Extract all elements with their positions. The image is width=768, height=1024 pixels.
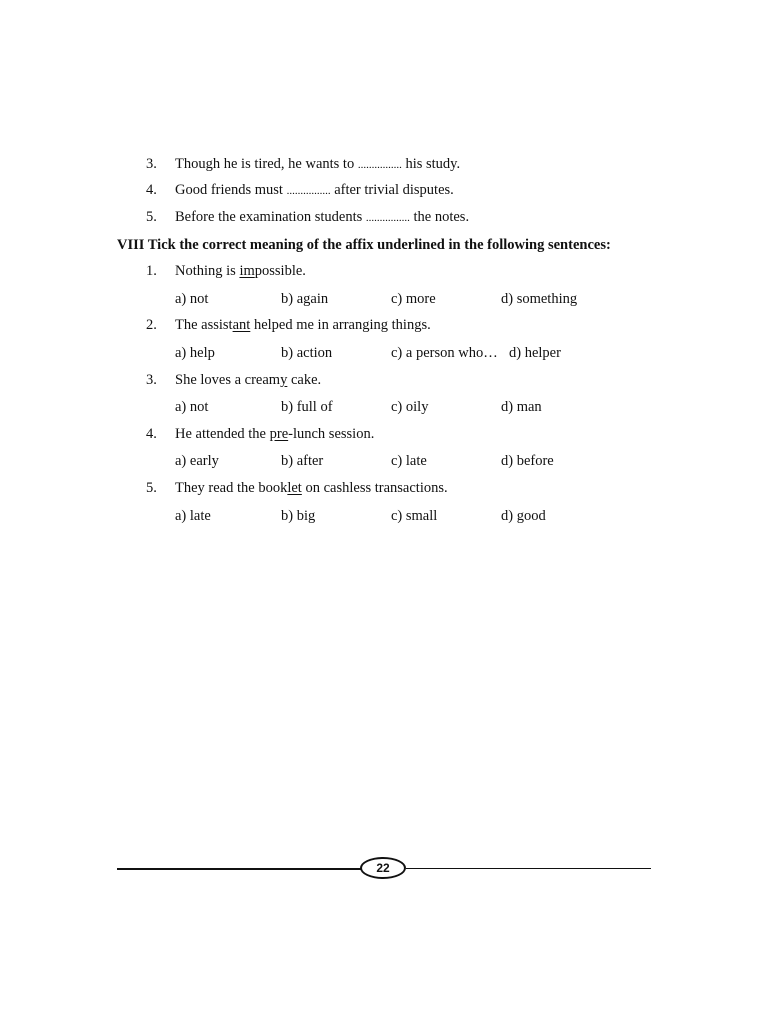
item-text: Before the examination students ................ the notes. [175, 209, 470, 225]
footer-rule-right [406, 868, 651, 869]
option-d[interactable]: d) helper [509, 345, 561, 361]
question-number: 5. [146, 480, 157, 496]
question-number: 4. [146, 426, 157, 442]
option-c[interactable]: c) a person who… [391, 345, 498, 361]
item-text: Though he is tired, he wants to ................ his study. [175, 156, 461, 172]
page-number-badge [360, 857, 406, 879]
option-c[interactable]: c) oily [391, 399, 429, 415]
item-number: 3. [146, 156, 157, 172]
page-number: 22 [376, 861, 390, 875]
option-b[interactable]: b) after [281, 453, 324, 469]
question-text: They read the booklet on cashless transactions. [175, 480, 448, 496]
item-number: 4. [146, 182, 157, 198]
footer-rule-left [117, 868, 361, 870]
option-d[interactable]: d) good [501, 508, 546, 524]
question-text: He attended the pre-lunch session. [175, 426, 375, 442]
option-b[interactable]: b) again [281, 291, 329, 307]
option-d[interactable]: d) something [501, 291, 578, 307]
option-b[interactable]: b) full of [281, 399, 333, 415]
question-number: 2. [146, 317, 157, 333]
question-number: 1. [146, 263, 157, 279]
option-c[interactable]: c) late [391, 453, 427, 469]
option-d[interactable]: d) man [501, 399, 542, 415]
blank: ................ [365, 212, 410, 224]
question-text: Nothing is impossible. [175, 263, 306, 279]
question-text: The assistant helped me in arranging things. [175, 317, 431, 333]
question-text: She loves a creamy cake. [175, 372, 322, 388]
option-a[interactable]: a) help [175, 345, 215, 361]
blank: ................ [357, 159, 402, 171]
option-a[interactable]: a) not [175, 291, 209, 307]
option-a[interactable]: a) not [175, 399, 209, 415]
option-c[interactable]: c) small [391, 508, 438, 524]
item-text: Good friends must ................ after trivial disputes. [175, 182, 454, 198]
item-number: 5. [146, 209, 157, 225]
option-a[interactable]: a) late [175, 508, 211, 524]
option-b[interactable]: b) action [281, 345, 333, 361]
underlined-affix: y [280, 372, 288, 388]
underlined-affix: ant [232, 317, 251, 333]
underlined-affix: pre [269, 426, 289, 442]
option-c[interactable]: c) more [391, 291, 436, 307]
option-d[interactable]: d) before [501, 453, 554, 469]
option-b[interactable]: b) big [281, 508, 316, 524]
option-a[interactable]: a) early [175, 453, 219, 469]
underlined-affix: im [239, 263, 255, 279]
blank: ................ [286, 185, 331, 197]
underlined-affix: let [287, 480, 302, 496]
question-number: 3. [146, 372, 157, 388]
section-heading: VIII Tick the correct meaning of the affix underlined in the following sentences: [117, 237, 611, 253]
